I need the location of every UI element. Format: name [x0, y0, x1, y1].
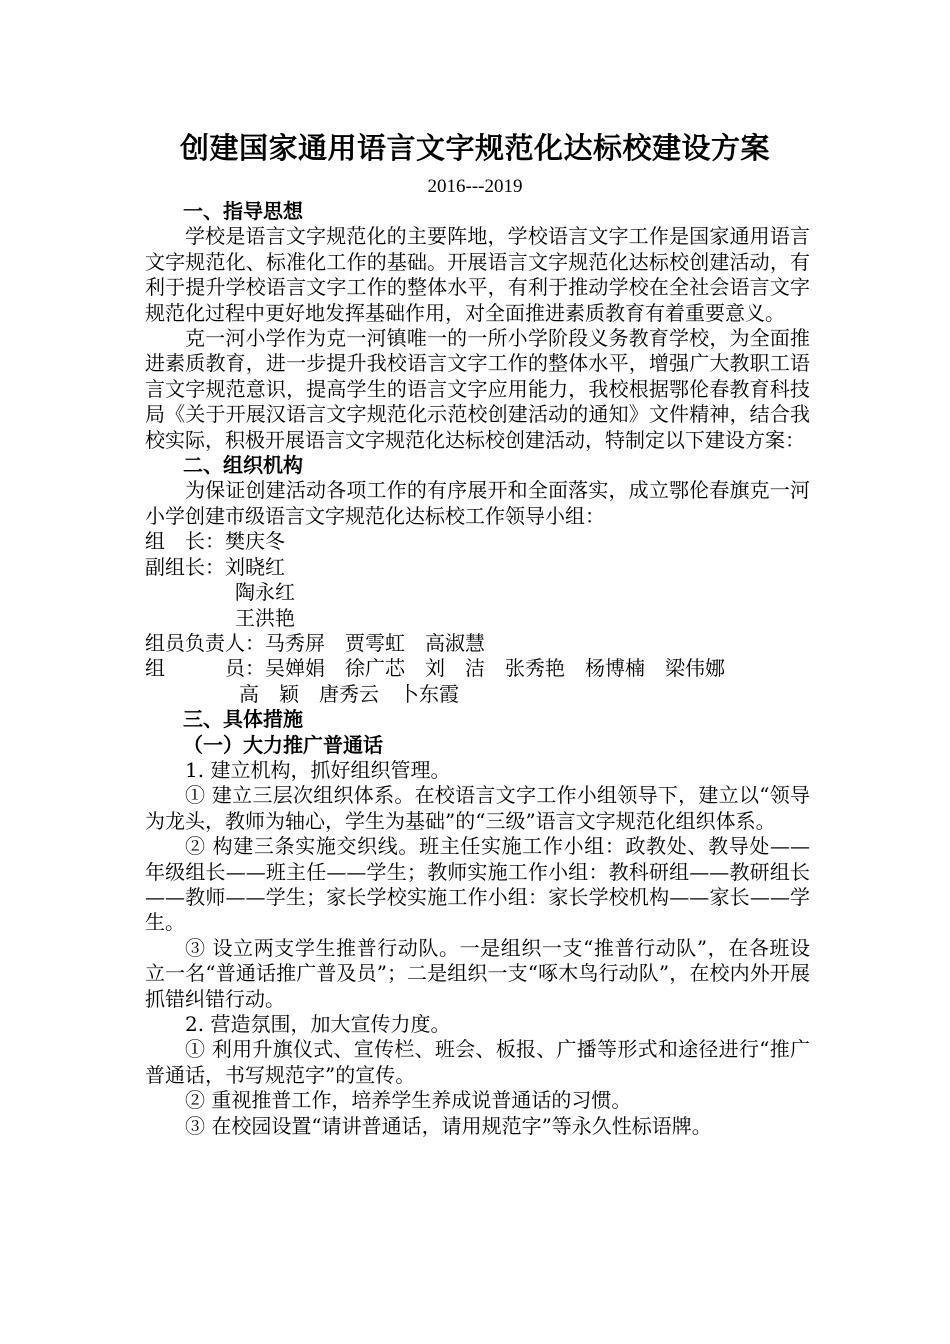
paragraph: 为保证创建活动各项工作的有序展开和全面落实，成立鄂伦春旗克一河小学创建市级语言文字规范化达标校工作领导小组： [145, 478, 810, 528]
vice-leader-line: 副组长：刘晓红 [145, 554, 285, 579]
paragraph: ① 建立三层次组织体系。在校语言文字工作小组领导下，建立以“领导为龙头，教师为轴心，学生为基础”的“三级”语言文字规范化组织体系。 [145, 783, 810, 833]
document-title: 创建国家通用语言文字规范化达标校建设方案 [179, 131, 770, 165]
paragraph: ① 利用升旗仪式、宣传栏、班会、板报、广播等形式和途径进行“推广普通话，书写规范字”的宣传。 [145, 1037, 810, 1087]
paragraph: 学校是语言文字规范化的主要阵地，学校语言文字工作是国家通用语言文字规范化、标准化工作的基础。开展语言文字规范化达标校创建活动，有利于提升学校语言文字工作的整体水平，有利于推动学校在全社会语言文字规范化过程中更好地发挥基础作用，对全面推进素质教育有着重要意义。 [145, 224, 810, 325]
paragraph: ③ 在校园设置“请讲普通话，请用规范字”等永久性标语牌。 [185, 1113, 712, 1138]
members-line: 组 员：吴婵娟 徐广芯 刘 洁 张秀艳 杨博楠 梁伟娜 [145, 656, 725, 681]
paragraph: 2. 营造氛围，加大宣传力度。 [185, 1012, 451, 1036]
vice-leader-line: 陶永红 [235, 580, 295, 605]
paragraph: ③ 设立两支学生推普行动队。一是组织一支“推普行动队”，在各班设立一名“普通话推广普及员”；二是组织一支“啄木鸟行动队”，在校内外开展抓错纠错行动。 [145, 935, 810, 1011]
members-line: 高 颖 唐秀云 卜东霞 [239, 681, 459, 706]
paragraph: 克一河小学作为克一河镇唯一的一所小学阶段义务教育学校，为全面推进素质教育，进一步提升我校语言文字工作的整体水平，增强广大教职工语言文字规范意识，提高学生的语言文字应用能力，我校根据鄂伦春教育科技局《关于开展汉语言文字规范化示范校创建活动的通知》文件精神，结合我校实际，积极开展语言文字规范化达标校创建活动，特制定以下建设方案： [145, 326, 810, 452]
member-charge-line: 组员负责人：马秀屏 贾雩虹 高淑慧 [145, 630, 485, 655]
section-heading-3: 三、具体措施 [183, 707, 303, 732]
section-heading-1: 一、指导思想 [183, 199, 303, 223]
vice-leader-line: 王洪艳 [235, 605, 295, 630]
document-body [145, 199, 810, 1139]
subsection-heading: （一）大力推广普通话 [183, 732, 383, 757]
paragraph: ② 构建三条实施交织线。班主任实施工作小组：政教处、教导处——年级组长——班主任——学生；教师实施工作小组：教科研组——教研组长——教师——学生；家长学校实施工作小组：家长学校机构——家长——学生。 [145, 834, 810, 935]
paragraph: 1. 建立机构，抓好组织管理。 [185, 757, 451, 782]
document-subtitle: 2016---2019 [427, 176, 523, 197]
section-heading-2: 二、组织机构 [183, 453, 303, 478]
paragraph: ② 重视推普工作，培养学生养成说普通话的习惯。 [185, 1088, 632, 1113]
leader-line: 组 长：樊庆冬 [145, 529, 285, 554]
